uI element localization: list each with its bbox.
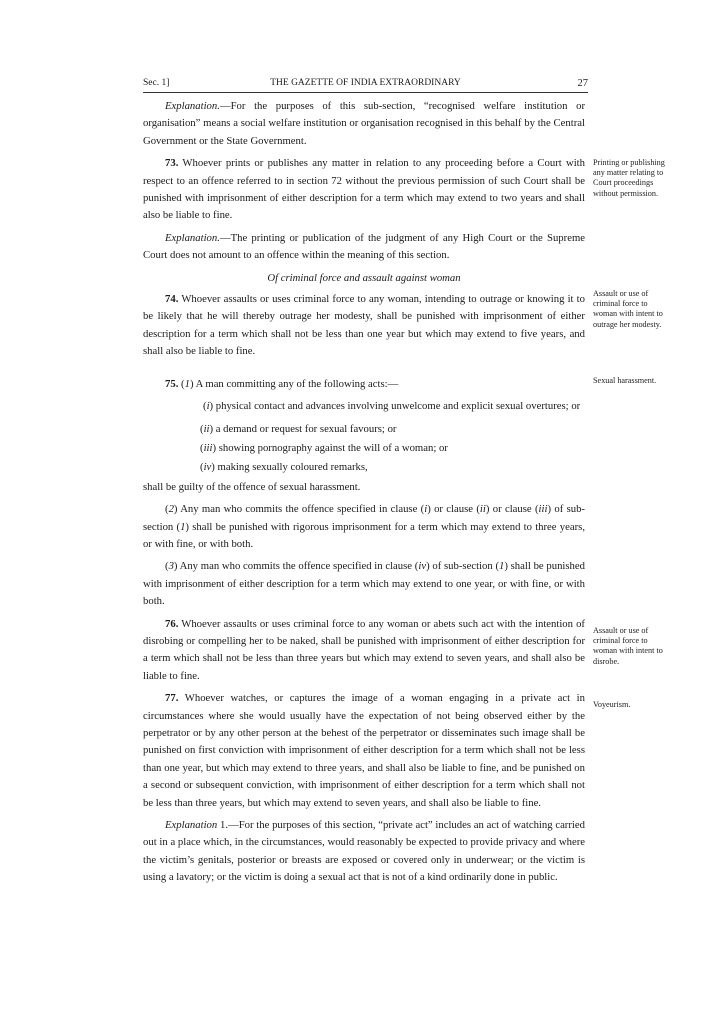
text-fragment: ) Any man who commits the offence specified in clause (: [173, 560, 419, 573]
text-fragment: ) or clause (: [427, 503, 480, 516]
section-text: ) A man committing any of the following acts:—: [189, 377, 399, 390]
clause-ref: i: [424, 503, 428, 516]
section-73: [143, 155, 585, 225]
section-number: 74.: [165, 293, 179, 306]
margin-note-s76: Assault or use of criminal force to woman with intent to disrobe.: [593, 626, 663, 666]
clause-iii: [143, 440, 585, 457]
clause-text: ) physical contact and advances involving unwelcome and explicit sexual overtures; or: [209, 400, 581, 413]
clause-number: iv: [203, 461, 212, 474]
spacer: [143, 366, 585, 376]
clause-ii: [143, 421, 585, 438]
subsection-ref: 1: [499, 560, 505, 573]
section-76: [143, 616, 585, 686]
clause-number: iii: [203, 441, 213, 454]
document-body: [143, 98, 585, 892]
section-77: [143, 690, 585, 812]
section-number: 75.: [165, 377, 179, 390]
subsection-number: 2: [168, 503, 174, 516]
subsection-number: 3: [168, 560, 174, 573]
header-title: THE GAZETTE OF INDIA EXTRAORDINARY: [270, 78, 461, 88]
text-fragment: ) shall be punished with imprisonment of either description for a term which may extend to one year, or with fine, or with both.: [143, 560, 585, 608]
paren: (: [200, 441, 204, 454]
clause-iv: [143, 459, 585, 476]
paren: (: [200, 461, 204, 474]
clause-ref: ii: [479, 503, 486, 516]
section-number: 73.: [165, 157, 179, 170]
clause-text: ) showing pornography against the will of a woman; or: [212, 441, 448, 454]
chapter-heading: Of criminal force and assault against woman: [267, 271, 461, 284]
clause-number: ii: [203, 422, 210, 435]
explanation-label: Explanation: [165, 819, 218, 832]
text-fragment: ) of sub-section (: [143, 503, 585, 533]
paren: (: [203, 400, 207, 413]
clause-number: i: [206, 400, 210, 413]
explanation-label: Explanation.: [165, 100, 220, 112]
margin-note-s74: Assault or use of criminal force to woman with intent to outrage her modesty.: [593, 289, 663, 329]
clause-text: ) a demand or request for sexual favours; or: [209, 422, 397, 435]
paren: (: [165, 560, 169, 573]
section-74: [143, 291, 585, 361]
header-section: Sec. 1]: [143, 78, 170, 88]
explanation-text: —The printing or publication of the judgment of any High Court or the Supreme Court does not amount to an offence within the meaning of this section.: [143, 231, 585, 262]
explanation-text: —For the purposes of this sub-section, “recognised welfare institution or organisation” means a social welfare institution or organisation recognised in this behalf by the Central Government or the State Government.: [143, 100, 585, 147]
explanation-label: Explanation.: [165, 231, 220, 244]
section-text: Whoever assaults or uses criminal force to any woman or abets such act with the intention of disrobing or compelling her to be naked, shall be punished with imprisonment of either description for a term which shall not be less than three years but which may extend to seven years, and shall also be liable to fine.: [143, 617, 585, 682]
text-fragment: ) shall be punished with rigorous imprisonment for a term which may extend to three years, or with fine, or with both.: [143, 520, 585, 550]
margin-note-s77: Voyeurism.: [593, 700, 631, 709]
section-75-subsection-3: [143, 558, 585, 610]
section-text: Whoever assaults or uses criminal force to any woman, intending to outrage or knowing it to be likely that he will thereby outrage her modesty, shall be punished with imprisonment of either description for a term which shall not be less than one year but which may extend to five years, and shall also be liable to fine.: [143, 293, 585, 358]
paren: (: [178, 377, 185, 390]
section-number: 76.: [165, 617, 179, 630]
text-fragment: ) of sub-section (: [426, 560, 499, 573]
section-75: [143, 376, 585, 393]
section-75-subsection-2: [143, 501, 585, 553]
paren: (: [165, 503, 169, 516]
header-rule: [143, 92, 588, 93]
section-text: Whoever watches, or captures the image of a woman engaging in a private act in circumstances where she would usually have the expectation of not being observed either by the perpetrator or by any other person at the behest of the perpetrator or disseminates such image shall be punished on first conviction with imprisonment of either description for a term which shall not be less than one year, but which may extend to three years, and shall also be liable to fine, and be punished on a second or subsequent conviction, with imprisonment of either description for a term which shall not be less than three years, but which may extend to seven years, and shall also be liable to fine.: [143, 692, 585, 809]
clause-i: [143, 398, 585, 415]
section-77-explanation: [143, 817, 585, 887]
clause-text: ) making sexually coloured remarks,: [211, 461, 368, 474]
section-73-explanation: [143, 230, 585, 265]
explanation-paragraph: [143, 98, 585, 150]
text-fragment: ) or clause (: [485, 503, 539, 516]
explanation-text: 1.—For the purposes of this section, “private act” includes an act of watching carried out in a place which, in the circumstances, would reasonably be expected to provide privacy and where the victim’s genitals, posterior or breasts are exposed or covered only in underwear; or the victim is using a lavatory; or the victim is doing a sexual act that is not of a kind ordinarily done in public.: [143, 819, 585, 884]
page-number: 27: [577, 78, 588, 89]
section-text: Whoever prints or publishes any matter in relation to any proceeding before a Court with respect to an offence referred to in section 72 without the previous permission of such Court shall be punished with imprisonment of either description for a term which may extend to two years and shall also be liable to fine.: [143, 157, 585, 222]
section-75-tail: shall be guilty of the offence of sexual harassment.: [143, 480, 361, 493]
clause-ref: iii: [538, 503, 548, 516]
page-header: [143, 78, 588, 92]
text-fragment: ) Any man who commits the offence specified in clause (: [173, 503, 425, 516]
clause-ref: iv: [418, 560, 427, 573]
section-number: 77.: [165, 692, 179, 705]
margin-note-s75: Sexual harassment.: [593, 376, 657, 385]
subsection-number: 1: [184, 377, 190, 390]
margin-note-s73: Printing or publishing any matter relating to Court proceedings without permission.: [593, 158, 665, 198]
subsection-ref: 1: [180, 520, 186, 533]
paren: (: [200, 422, 204, 435]
